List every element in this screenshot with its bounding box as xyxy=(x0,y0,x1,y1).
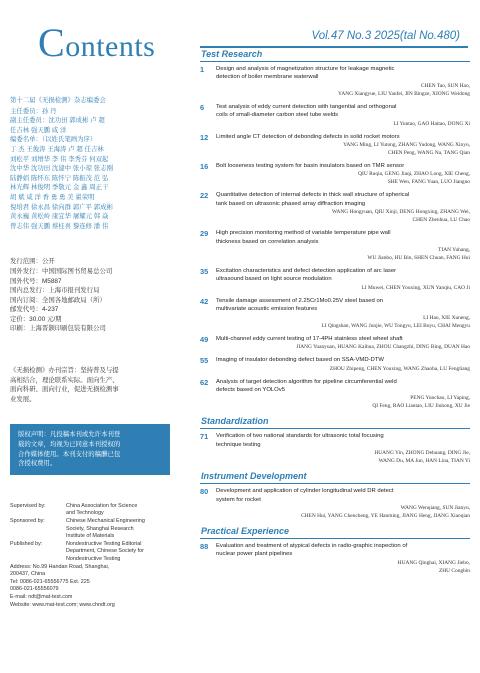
publisher-value: Nondestructive Testing Editorial xyxy=(66,540,142,547)
section-title: Practical Experience xyxy=(201,525,290,536)
editorial-board xyxy=(10,96,192,231)
article-title-line: tank based on ultrasonic phased array diffraction imaging xyxy=(216,200,366,207)
article-entry[interactable] xyxy=(200,378,470,411)
publisher-row xyxy=(10,510,192,518)
article-authors xyxy=(216,120,470,128)
section-title: Standardization xyxy=(201,416,269,427)
publisher-label: Sponsored by: xyxy=(10,518,45,524)
article-title-line: detection of boiler membrane waterwall xyxy=(216,74,319,81)
section-header xyxy=(200,470,470,484)
publisher-value: Institute of Materials xyxy=(66,533,115,540)
editorial-line: 沈中华 沈功田 沈建中 张小琼 张志刚 xyxy=(10,165,113,173)
article-title-line: technique testing xyxy=(216,441,261,448)
article-title xyxy=(216,432,470,449)
publisher-info xyxy=(10,503,192,609)
authors-line: LI Yuntao, GAO Haitao, DONG Xi xyxy=(393,120,470,127)
article-title-line: thickness based on correlation analysis xyxy=(216,238,319,245)
article-entry[interactable] xyxy=(200,133,470,157)
publication-line: 定价：30.00 元/期 xyxy=(10,315,62,323)
publisher-label: Supervised by: xyxy=(10,502,46,509)
contact-line: E-mail: ndt@mat-test.com xyxy=(10,593,73,600)
publisher-label xyxy=(10,510,66,518)
article-title xyxy=(216,191,470,208)
contact-line: Address: No.99 Handan Road, Shanghai, xyxy=(10,563,110,570)
article-title-line: defects based on YOLOv5 xyxy=(216,386,285,393)
authors-line: WANG Wenqiang, SUN Jianyu, xyxy=(400,504,470,511)
copyright-line: 合作媒体使用。本刊支付的稿酬已包 xyxy=(18,450,121,458)
editorial-line: 主任委员：孙 丹 xyxy=(10,107,57,115)
page-number: 6 xyxy=(200,102,205,112)
article-title-line: Limited angle CT detection of debonding defects in solid rocket motors xyxy=(216,133,400,140)
article-entry[interactable] xyxy=(200,162,470,186)
article-title xyxy=(216,162,470,170)
article-title-line: High precision monitoring method of variable temperature pipe wall xyxy=(216,230,391,237)
page-number: 1 xyxy=(200,65,205,74)
slogan-line: 《无损检测》办刊宗旨：坚持普及与提 xyxy=(10,367,119,375)
authors-line: SHE Wen, FANG Yuan, LUO Jianguo xyxy=(387,179,470,186)
authors-line: ZHOU Zhipeng, CHEN Youxing, WANG Zhaoba, LU Fengliang xyxy=(329,365,470,372)
article-authors xyxy=(216,343,470,351)
page-number: 35 xyxy=(200,267,209,277)
left-column xyxy=(10,96,192,609)
authors-line: LI Qingshan, WANG Junjie, WU Tongyu, LEI Boyu, CHAI Mengyu xyxy=(321,322,470,329)
article-title xyxy=(216,65,470,82)
journal-slogan xyxy=(10,366,192,404)
publisher-row xyxy=(10,533,192,541)
article-title-line: Development and application of cylinder longitudinal weld DR detect xyxy=(216,488,394,495)
editorial-line: 副主任委员：沈功田 郭成彬 卢 超 xyxy=(10,117,105,125)
publication-info xyxy=(10,257,192,334)
section-title: Test Research xyxy=(201,49,263,59)
article-title xyxy=(216,356,470,364)
editorial-line: 林光辉 林俊明 季敬元 金 鑫 周正干 xyxy=(10,184,109,192)
authors-line: CHEN Tao, SUN Hao, xyxy=(420,82,470,89)
article-entry[interactable] xyxy=(200,267,470,292)
article-authors xyxy=(216,170,470,186)
editorial-line: 胡 斌 咸 洋 香 勇 勇 美 翟荣明 xyxy=(10,193,95,201)
publisher-row xyxy=(10,526,192,534)
article-entry[interactable] xyxy=(200,65,470,98)
publisher-value: Chinese Mechanical Engineering xyxy=(66,518,145,524)
article-entry[interactable] xyxy=(200,297,470,330)
editorial-line: 曾志伟 强天鹏 蔡桂喜 黎连修 潘 伟 xyxy=(10,222,109,230)
article-title-line: Design and analysis of magnetization structure for leakage magnetic xyxy=(216,66,395,72)
publisher-row xyxy=(10,556,192,564)
article-title-line: Tensile damage assessment of 2.25Cr1Mo0.25V steel based on xyxy=(216,297,383,304)
publisher-label: Published by: xyxy=(10,540,43,547)
publisher-value: China Association for Science xyxy=(66,502,138,509)
volume-info: Vol.47 No.3 2025(tal No.480) xyxy=(311,30,460,42)
page-number: 71 xyxy=(200,432,209,442)
publisher-value: Nondestructive Testing xyxy=(66,555,121,562)
copyright-notice xyxy=(10,424,170,474)
authors-line: TIAN Yuhang, xyxy=(438,247,470,254)
authors-line: LI Hao, XIE Xuneng, xyxy=(423,314,470,321)
article-title xyxy=(216,487,470,504)
page-number: 29 xyxy=(200,229,209,239)
article-entry[interactable] xyxy=(200,487,470,520)
article-authors xyxy=(216,365,470,373)
authors-line: HUANG Qinghai, XIANG Jiebo, xyxy=(397,559,470,566)
authors-line: YANG Ming, LI Yutong, ZHANG Yudong, WANG Xinyu, xyxy=(343,142,470,149)
publication-line: 国内订阅：全国各地邮政局（所） xyxy=(10,296,106,304)
editorial-line: 编委名单：（以姓氏笔画为序） xyxy=(10,136,97,144)
publication-line: 印刷：上海晋颢印刷包装有限公司 xyxy=(10,325,106,333)
copyright-line: 载的文章，均视为已同意本刊授权的 xyxy=(18,441,121,449)
slogan-line: 面向科研、面向行业，促进无损检测事 xyxy=(10,386,119,394)
article-title-line: Verification of two national standards for ultrasonic total focusing xyxy=(216,433,384,440)
authors-line: WANG Du, MA Jun, HAN Lina, TIAN Yi xyxy=(378,458,470,465)
authors-line: JIANG Yuanyuan, HUANG Kaihua, ZHOU Changzhi, DING Bing, DUAN Hao xyxy=(296,344,470,351)
page-number: 16 xyxy=(200,162,209,172)
authors-line: HUANG Yin, ZHONG Dehuang, DING Jie, xyxy=(374,450,470,457)
editorial-line: 刘松平 刘增华 李 伟 李秀芬 何双起 xyxy=(10,155,109,163)
editorial-line: 黄永巍 黄松岭 康宜华 屠耀元 韩 焱 xyxy=(10,213,109,221)
publication-line: 国外代号：M5887 xyxy=(10,277,62,285)
article-title-line: Analysis of target detection algorithm for pipeline circumferential weld xyxy=(216,378,397,385)
article-authors xyxy=(216,141,470,157)
article-title-line: Bolt looseness testing system for basin insulators based on TMR sensor xyxy=(216,163,405,170)
page-number: 62 xyxy=(200,377,209,387)
publisher-row xyxy=(10,518,192,526)
authors-line: CHEN Zhenhua, LU Chao xyxy=(412,217,470,224)
authors-line: QIU Ruqia, GENG Jiaqi, ZHAO Long, XIE Cheng, xyxy=(358,171,470,178)
article-title xyxy=(216,297,470,314)
article-entry[interactable] xyxy=(200,191,470,224)
article-title-line: coils of small-diameter carbon steel tube welds xyxy=(216,112,339,119)
slogan-line: 业发展。 xyxy=(10,395,36,403)
article-title-line: system for rocket xyxy=(216,496,261,503)
contact-line: Tel: 0086-021-65556775 Ext. 225 xyxy=(10,578,90,585)
article-authors xyxy=(216,449,470,465)
page-number: 42 xyxy=(200,296,209,306)
editorial-line: 丁 杰 王俊涛 王海涛 卢 超 任吉林 xyxy=(10,145,104,153)
article-title xyxy=(216,133,470,141)
slogan-line: 高相结合，理论联系实际。面向生产、 xyxy=(10,376,119,384)
article-title-line: Imaging of insulator debonding defect based on SSA-VMD-DTW xyxy=(216,357,384,364)
page-number: 55 xyxy=(200,356,209,366)
article-entry[interactable] xyxy=(200,335,470,351)
page-number: 88 xyxy=(200,541,209,551)
page-number: 80 xyxy=(200,487,209,497)
authors-line: WU Jianbo, HU Bin, SHEN Chuan, FANG Hui xyxy=(367,255,470,262)
table-of-contents xyxy=(200,48,470,580)
authors-line: LI Muwei, CHEN Youxing, XUN Yanqiu, CAO Ji xyxy=(361,284,470,291)
publisher-row xyxy=(10,503,192,511)
publisher-label xyxy=(10,526,66,534)
page-number: 22 xyxy=(200,191,209,201)
article-authors xyxy=(216,314,470,330)
authors-line: CHEN Hui, YANG Chencheng, YE Hanming, JIANG Heng, JIANG Xiaoqian xyxy=(301,512,470,519)
article-title-line: multivariate acoustic emission features xyxy=(216,306,318,313)
article-title xyxy=(216,103,470,120)
authors-line: QI Feng, RAO Liantao, LIU Jiuhong, XU Jie xyxy=(372,403,470,410)
article-authors xyxy=(216,559,470,575)
article-title-line: nuclear power plant pipelines xyxy=(216,551,293,558)
publication-line: 发行范围：公开 xyxy=(10,258,55,266)
publisher-label xyxy=(10,533,66,541)
section-title: Instrument Development xyxy=(201,471,307,482)
authors-line: WANG Hongyuan, QIU Xinji, DENG Hongxing, ZHANG Wei, xyxy=(332,209,470,216)
contact-line: Website: www.mat-test.com; www.chndt.org xyxy=(10,601,115,608)
publisher-label xyxy=(10,556,66,564)
article-title-line: ultrasound based on light source modulation xyxy=(216,276,332,283)
article-title-line: Test analysis of eddy current detection with tangential and orthogonal xyxy=(216,103,397,110)
article-authors xyxy=(216,504,470,520)
article-title-line: Excitation characteristics and defect detection application of arc laser xyxy=(216,268,397,275)
article-authors xyxy=(216,208,470,224)
section-header xyxy=(200,48,470,62)
article-title xyxy=(216,267,470,284)
article-title xyxy=(216,335,470,343)
authors-line: YANG Xiangyue, LIU Yanfei, JIN Bingze, XIONG Weidong xyxy=(338,90,470,97)
publication-line: 邮发代号：4-237 xyxy=(10,306,59,314)
article-title xyxy=(216,542,470,559)
copyright-line: 版权声明：凡投稿本刊或允许本刊登 xyxy=(18,431,121,439)
article-title-line: Quantitative detection of internal defects in thick wall structure of spherical xyxy=(216,192,410,199)
editorial-line: 陆静娟 陈怀东 陈怀宁 陈振茂 范 弘 xyxy=(10,174,109,182)
article-entry[interactable] xyxy=(200,542,470,575)
article-entry[interactable] xyxy=(200,356,470,372)
publisher-row xyxy=(10,541,192,549)
publisher-row xyxy=(10,548,192,556)
article-entry[interactable] xyxy=(200,432,470,465)
page-number: 49 xyxy=(200,334,209,344)
authors-line: CHEN Peng, WANG Na, TANG Qian xyxy=(387,150,470,157)
publication-line: 国内总发行：上海市报刊发行局 xyxy=(10,287,100,295)
editorial-line: 任吉林 强天鹏 咸 洋 xyxy=(10,126,67,134)
article-title xyxy=(216,378,470,395)
article-title-line: Multi-channel eddy current testing of 17-4PH stainless steel wheel shaft xyxy=(216,335,403,342)
article-entry[interactable] xyxy=(200,229,470,262)
contact-line: 0086-021-65556079 xyxy=(10,586,59,593)
publisher-value: Society, Shanghai Research xyxy=(66,525,134,532)
editorial-line: 第十二届《无损检测》杂志编委会 xyxy=(10,97,106,104)
publisher-value: and Technology xyxy=(66,510,104,517)
article-title-line: Evaluation and treatment of atypical defects in radio-graphic inspection of xyxy=(216,542,408,549)
publisher-label xyxy=(10,548,66,556)
article-authors xyxy=(216,82,470,98)
page-number: 12 xyxy=(200,132,209,142)
copyright-line: 含授权费用。 xyxy=(18,460,57,468)
article-authors xyxy=(216,284,470,292)
article-authors xyxy=(216,394,470,410)
contents-logo: Contents xyxy=(38,20,156,65)
section-header xyxy=(200,525,470,539)
publisher-value: Department, Chinese Society for xyxy=(66,548,144,555)
article-title xyxy=(216,229,470,246)
editorial-line: 倪培君 徐永昌 徐向群 郭广平 郭成彬 xyxy=(10,203,113,211)
authors-line: PENG Yunchao, LI Yaping, xyxy=(410,395,470,402)
contact-line: 200437, China xyxy=(10,571,46,578)
publication-line: 国外发行：中国国际图书贸易总公司 xyxy=(10,267,113,275)
authors-line: ZHU Congbin xyxy=(439,567,470,574)
article-authors xyxy=(216,246,470,262)
article-entry[interactable] xyxy=(200,103,470,128)
section-header xyxy=(200,415,470,429)
